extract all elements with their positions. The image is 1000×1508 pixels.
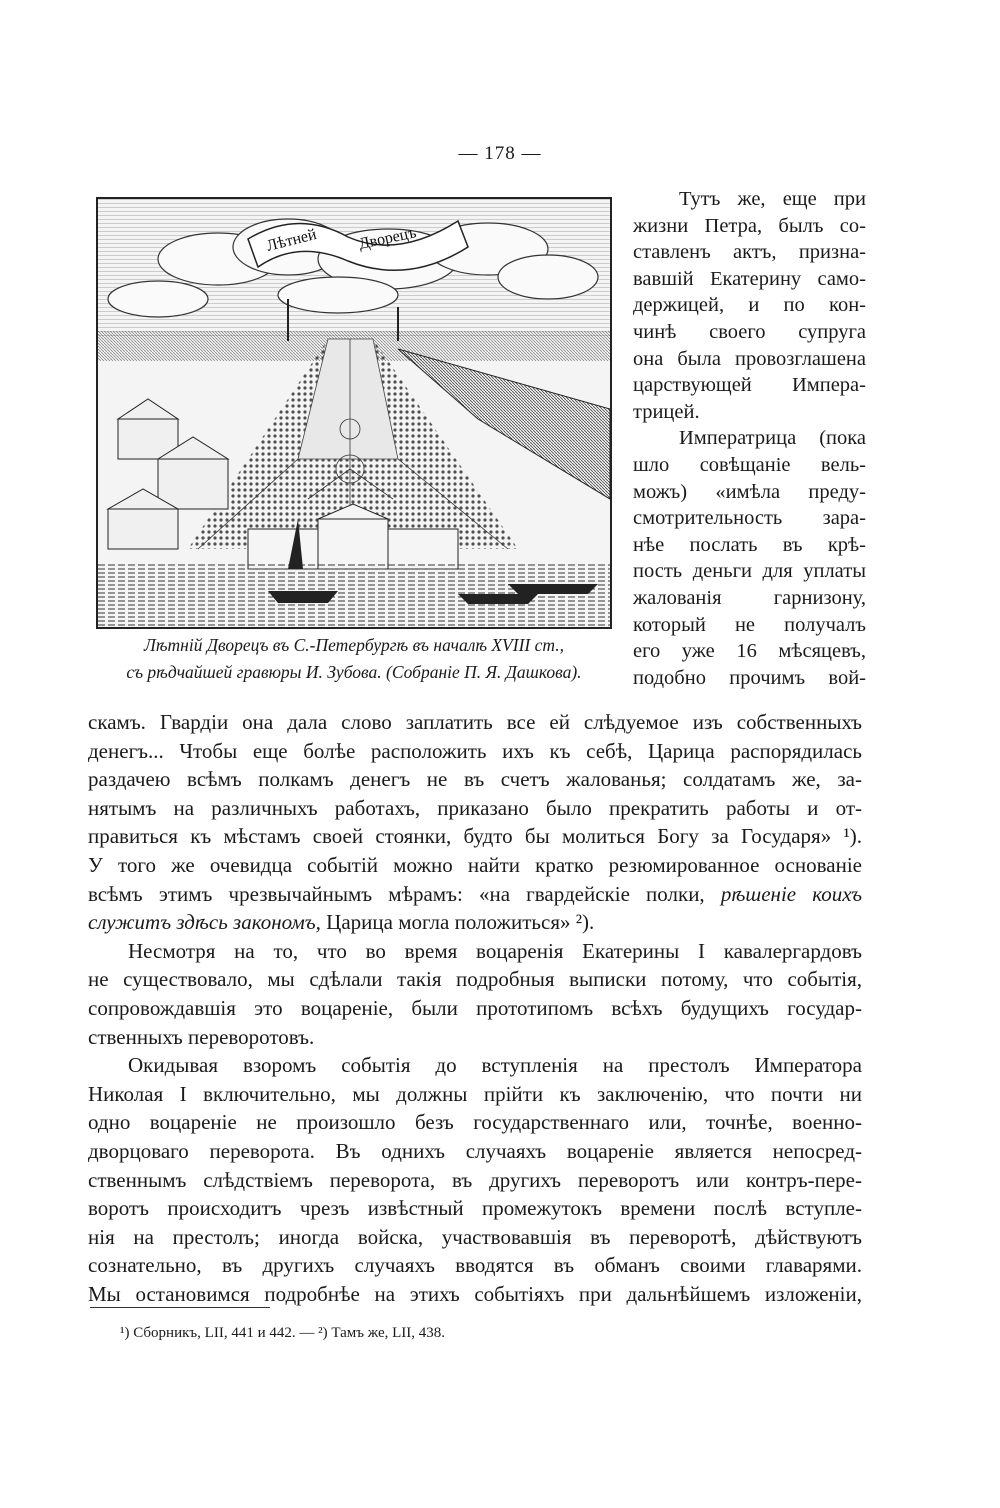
text-line: трицей. [633,400,700,423]
text-line: нѣе послать въ крѣ- [633,533,866,556]
text-line: нія на престолъ; иногда войска, участвовавшія въ переворотѣ, дѣйствуютъ [88,1224,862,1249]
text-segment: всѣмъ этимъ чрезвычайнымъ мѣрамъ: «на гвардейскіе полки, [88,881,705,906]
text-line: сопровождавшія это воцареніе, были прототипомъ всѣхъ будущихъ государ- [88,995,862,1020]
text-line: Несмотря на то, что во время воцаренія Екатерины I кавалергардовъ [128,938,862,963]
text-line: денегъ... Чтобы еще болѣе расположить ихъ къ себѣ, Царица распорядилась [88,738,862,763]
text-line: Окидывая взоромъ событія до вступленія на престолъ Императора [128,1053,862,1078]
text-line: Тутъ же, еще при [679,188,866,210]
text-line: смотрительность зара- [633,507,866,530]
text-line: держицей, и по кон- [633,294,866,317]
main-body-text [88,708,862,1308]
text-line: У того же очевидца событій можно найти кратко резюмированное основаніе [88,852,862,877]
caption-line: Лѣтній Дворецъ въ С.-Петербургѣ въ началѣ XVIII ст., [144,635,564,655]
text-segment: Царица могла положиться» ²). [326,910,595,935]
text-line [88,908,862,937]
text-line: воротъ происходитъ чрезъ извѣстный промежутокъ времени послѣ вступле- [88,1196,862,1221]
text-line: скамъ. Гвардіи она дала слово заплатить все ей слѣдуемое изъ собственныхъ [88,710,862,734]
text-line: царствующей Импера- [633,374,866,397]
engraving-illustration [96,197,612,629]
text-line: жалованія гарнизону, [633,586,866,609]
page-number: — 178 — [458,143,542,164]
italic-quote: служитъ здѣсь закономъ, [88,910,321,935]
text-line: Мы остановимся подробнѣе на этихъ событіяхъ при дальнѣйшемъ изложеніи, [88,1281,862,1306]
text-line: дворцоваго переворота. Въ однихъ случаяхъ воцареніе является непосред- [88,1138,862,1163]
text-line: пость деньги для уплаты [633,560,866,583]
text-line [88,880,862,909]
svg-text:Дворецъ: Дворецъ [357,224,418,253]
footnote: ¹) Сборникъ, LII, 441 и 442. — ²) Тамъ же, LII, 438. [120,1325,446,1341]
text-line: Императрица (пока [679,427,866,450]
caption-line: съ рѣдчайшей гравюры И. Зубова. (Собраніе П. Я. Дашкова). [126,662,582,682]
figure-caption [96,632,612,686]
text-line: ственнымъ слѣдствіемъ переворота, въ другихъ переворотъ или контръ-пере- [88,1167,862,1192]
text-line: ставленъ актъ, призна- [633,241,866,264]
text-line: правиться къ мѣстамъ своей стоянки, будто бы молиться Богу за Государя» ¹). [88,824,862,849]
text-line: раздачею всѣмъ полкамъ денегъ не въ счетъ жалованья; солдатамъ же, за- [88,767,862,792]
text-line: чинѣ своего супруга [633,320,866,343]
text-line: жизни Петра, былъ со- [633,214,866,237]
text-line: можъ) «имѣла преду- [633,480,866,503]
text-line: не существовало, мы сдѣлали такія подробныя выписки потому, что событія, [88,967,862,992]
text-line: его уже 16 мѣсяцевъ, [633,640,866,663]
text-line: подобно прочимъ вой- [633,666,866,689]
summer-palace-engraving [98,199,610,627]
text-line: вавшій Екатерину само- [633,267,866,290]
text-line: одно воцареніе не произошло безъ государственнаго или, точнѣе, военно- [88,1110,862,1135]
side-column-text [633,186,866,691]
text-line: сознательно, въ другихъ случаяхъ вводятся въ обманъ своими главарями. [88,1253,862,1278]
italic-quote: рѣшеніе коихъ [720,881,862,906]
text-line: нятымъ на различныхъ работахъ, приказано было прекратить работы и от- [88,795,862,820]
svg-text:Лѣтней: Лѣтней [264,226,319,255]
text-line: она была провозглашена [633,347,866,370]
text-line: который не получалъ [633,613,866,636]
text-line: ственныхъ переворотовъ. [88,1024,315,1049]
text-line: Николая I включительно, мы должны прійти къ заключенію, что почти ни [88,1081,862,1106]
text-line: шло совѣщаніе вель- [633,453,866,476]
footnote-divider [90,1307,270,1308]
